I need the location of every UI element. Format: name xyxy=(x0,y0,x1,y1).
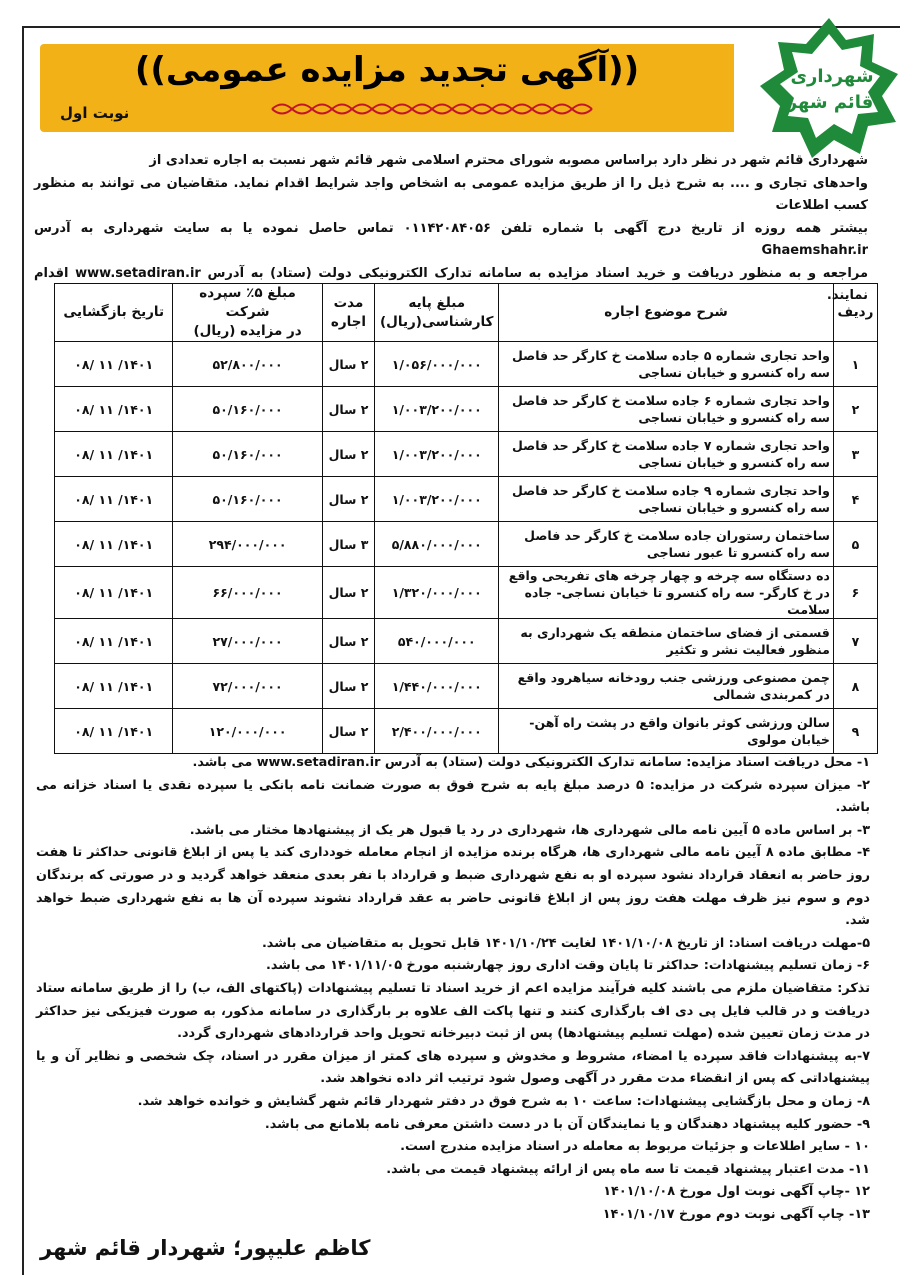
header-dep-line1: مبلغ ۵٪ سپرده شرکت xyxy=(199,285,296,320)
cell-row-number: ۷ xyxy=(833,619,877,664)
table-row xyxy=(55,664,878,709)
cell-description xyxy=(499,664,834,709)
description-line: قسمتی از فضای ساختمان منطقه یک شهرداری به xyxy=(520,625,830,640)
cell-description xyxy=(499,432,834,477)
cell-duration: ۲ سال xyxy=(322,664,375,709)
cell-base-price: ۱/۴۴۰/۰۰۰/۰۰۰ xyxy=(375,664,499,709)
table-row xyxy=(55,567,878,619)
condition-item: ۴- مطابق ماده ۸ آیین نامه مالی شهرداری ها، هرگاه برنده مزایده از انجام معامله خودداری کند یا پس از ابلاغ قانونی حداکثر تا هفت روز حاضر به انعقاد قرارداد نشود سپرده او به نفع شهرداری ضبط و قرارداد با نفر بعدی منعقد خواهد گردید و در صورتی که برندگان دوم و سوم نیز ظرف مهلت هفت روز پس از ابلاغ قانونی حاضر به عقد قرارداد نشوند سپرده آن ها به نفع شهرداری ضبط خواهد شد. xyxy=(36,845,870,929)
description-line: سه راه کنسرو و خیابان نساجی xyxy=(638,410,830,425)
condition-item: ۷-به پیشنهادات فاقد سپرده یا امضاء، مشروط و مخدوش و سپرده های کمتر از میزان مقرر در اسناد، چک شخصی و نظایر آن و یا پیشنهاداتی که پس از انقضاء مدت مقرر در آگهی وصول شود ترتیب اثر داده نخواهد شد. xyxy=(36,1048,870,1087)
cell-duration: ۲ سال xyxy=(322,342,375,387)
description-line: منظور فعالیت نشر و تکثیر xyxy=(666,642,830,657)
table-header-row xyxy=(55,284,878,342)
condition-item: ۲- میزان سپرده شرکت در مزایده: ۵ درصد مبلغ پایه به شرح فوق به صورت ضمانت نامه بانکی یا سپرده نقدی یا اسناد خزانه می باشد. xyxy=(36,777,870,816)
condition-item: ۱۱- مدت اعتبار پیشنهاد قیمت تا سه ماه پس از ارائه پیشنهاد قیمت می باشد. xyxy=(386,1161,870,1177)
cell-base-price: ۱/۰۰۳/۲۰۰/۰۰۰ xyxy=(375,432,499,477)
ornament-divider xyxy=(270,102,600,116)
cell-deposit: ۵۰/۱۶۰/۰۰۰ xyxy=(173,387,322,432)
cell-row-number: ۶ xyxy=(833,567,877,619)
condition-item: ۳- بر اساس ماده ۵ آیین نامه مالی شهرداری ها، شهرداری در رد یا قبول هر یک از پیشنهادها مختار می باشد. xyxy=(189,822,870,838)
cell-opening-date: ۱۴۰۱/ ۱۱ /۰۸ xyxy=(55,567,173,619)
description-line: سه راه کنسرو و خیابان نساجی xyxy=(638,455,830,470)
condition-item: ۱۳- چاپ آگهی نوبت دوم مورخ ۱۴۰۱/۱۰/۱۷ xyxy=(602,1206,870,1222)
table-row xyxy=(55,709,878,754)
cell-duration: ۲ سال xyxy=(322,477,375,522)
cell-opening-date: ۱۴۰۱/ ۱۱ /۰۸ xyxy=(55,619,173,664)
cell-duration: ۲ سال xyxy=(322,567,375,619)
condition-item: ۶- زمان تسلیم پیشنهادات: حداکثر تا پایان وقت اداری روز چهارشنبه مورخ ۱۴۰۱/۱۱/۰۵ می باشد. xyxy=(265,958,870,974)
cell-description xyxy=(499,567,834,619)
description-line: واحد تجاری شماره ۷ جاده سلامت خ کارگر حد فاصل xyxy=(511,438,830,453)
description-line: سه راه کنسرو و خیابان نساجی xyxy=(638,500,830,515)
description-line: چمن مصنوعی ورزشی جنب رودخانه سیاهرود واقع xyxy=(517,670,830,685)
table-row xyxy=(55,619,878,664)
cell-opening-date: ۱۴۰۱/ ۱۱ /۰۸ xyxy=(55,477,173,522)
cell-duration: ۲ سال xyxy=(322,619,375,664)
table-row xyxy=(55,432,878,477)
header-deposit xyxy=(173,284,322,342)
cell-row-number: ۹ xyxy=(833,709,877,754)
cell-deposit: ۲۹۴/۰۰۰/۰۰۰ xyxy=(173,522,322,567)
description-line: سه راه کنسرو و خیابان نساجی xyxy=(638,365,830,380)
page-title: ((آگهی تجدید مزایده عمومی)) xyxy=(134,50,640,90)
header-row-number: ردیف xyxy=(833,284,877,342)
description-line: ده دستگاه سه چرخه و چهار چرخه های تفریحی واقع xyxy=(508,568,830,583)
description-line: واحد تجاری شماره ۶ جاده سلامت خ کارگر حد فاصل xyxy=(511,393,830,408)
table-row xyxy=(55,477,878,522)
condition-item: ۱۰ - سایر اطلاعات و جزئیات مربوط به معامله در اسناد مزایده مندرج است. xyxy=(400,1139,870,1155)
cell-deposit: ۷۲/۰۰۰/۰۰۰ xyxy=(173,664,322,709)
cell-row-number: ۸ xyxy=(833,664,877,709)
description-line: سالن ورزشی کوثر بانوان واقع در پشت راه آهن- خیابان مولوی xyxy=(529,715,830,747)
cell-description xyxy=(499,619,834,664)
intro-line: مراجعه و به منظور دریافت و خرید اسناد مزایده به سامانه تدارک الکترونیکی دولت (ستاد) به آدرس www.setadiran.ir اقدام نمایند. xyxy=(34,265,868,303)
cell-duration: ۲ سال xyxy=(322,387,375,432)
cell-duration: ۲ سال xyxy=(322,432,375,477)
cell-deposit: ۵۰/۱۶۰/۰۰۰ xyxy=(173,432,322,477)
cell-row-number: ۴ xyxy=(833,477,877,522)
cell-opening-date: ۱۴۰۱/ ۱۱ /۰۸ xyxy=(55,342,173,387)
header-dep-line2: در مزایده (ریال) xyxy=(193,323,302,339)
description-line: در کمربندی شمالی xyxy=(712,687,830,702)
cell-description xyxy=(499,387,834,432)
cell-duration: ۳ سال xyxy=(322,522,375,567)
logo-text-line1: شهرداری xyxy=(790,66,874,87)
cell-base-price: ۱/۰۰۳/۲۰۰/۰۰۰ xyxy=(375,387,499,432)
condition-item: ۸- زمان و محل بازگشایی پیشنهادات: ساعت ۱۰ به شرح فوق در دفتر شهردار قائم شهر گشایش و خوانده خواهد شد. xyxy=(137,1093,870,1109)
header-dur-line2: اجاره xyxy=(330,313,367,330)
cell-opening-date: ۱۴۰۱/ ۱۱ /۰۸ xyxy=(55,522,173,567)
cell-description xyxy=(499,477,834,522)
cell-opening-date: ۱۴۰۱/ ۱۱ /۰۸ xyxy=(55,664,173,709)
cell-base-price: ۲/۴۰۰/۰۰۰/۰۰۰ xyxy=(375,709,499,754)
cell-base-price: ۱/۰۵۶/۰۰۰/۰۰۰ xyxy=(375,342,499,387)
logo-text-line2: قائم شهر xyxy=(786,92,874,113)
cell-deposit: ۱۲۰/۰۰۰/۰۰۰ xyxy=(173,709,322,754)
municipality-logo xyxy=(754,12,904,162)
cell-description xyxy=(499,709,834,754)
cell-description xyxy=(499,522,834,567)
table-row xyxy=(55,387,878,432)
description-line: واحد تجاری شماره ۵ جاده سلامت خ کارگر حد فاصل xyxy=(511,348,830,363)
description-line: در خ کارگر- سه راه کنسرو تا خیابان نساجی- جاده سلامت xyxy=(524,585,830,617)
cell-deposit: ۵۲/۸۰۰/۰۰۰ xyxy=(173,342,322,387)
cell-base-price: ۵/۸۸۰/۰۰۰/۰۰۰ xyxy=(375,522,499,567)
header-dur-line1: مدت xyxy=(333,294,364,311)
cell-deposit: ۵۰/۱۶۰/۰۰۰ xyxy=(173,477,322,522)
header-description: شرح موضوع اجاره xyxy=(499,284,834,342)
mayor-signature: کاظم علیپور؛ شهردار قائم شهر xyxy=(40,1236,371,1260)
cell-opening-date: ۱۴۰۱/ ۱۱ /۰۸ xyxy=(55,432,173,477)
title-banner xyxy=(40,44,734,132)
cell-base-price: ۵۴۰/۰۰۰/۰۰۰ xyxy=(375,619,499,664)
cell-row-number: ۱ xyxy=(833,342,877,387)
header-duration xyxy=(322,284,375,342)
cell-description xyxy=(499,342,834,387)
intro-line: واحدهای تجاری و .... به شرح ذیل را از طریق مزایده عمومی به اشخاص واجد شرایط اقدام نماید. متقاضیان می توانند به منظور کسب اطلاعات xyxy=(34,175,868,213)
cell-duration: ۲ سال xyxy=(322,709,375,754)
condition-item: ۵-مهلت دریافت اسناد: از تاریخ ۱۴۰۱/۱۰/۰۸ لغایت ۱۴۰۱/۱۰/۲۴ قابل تحویل به متقاضیان می باشد. xyxy=(261,935,870,951)
cell-deposit: ۶۶/۰۰۰/۰۰۰ xyxy=(173,567,322,619)
cell-base-price: ۱/۰۰۳/۲۰۰/۰۰۰ xyxy=(375,477,499,522)
table-row xyxy=(55,522,878,567)
description-line: ساختمان رستوران جاده سلامت خ کارگر حد فاصل xyxy=(524,528,830,543)
condition-item: ۱۲ -چاپ آگهی نوبت اول مورخ ۱۴۰۱/۱۰/۰۸ xyxy=(603,1184,870,1200)
cell-row-number: ۲ xyxy=(833,387,877,432)
cell-row-number: ۵ xyxy=(833,522,877,567)
cell-base-price: ۱/۳۲۰/۰۰۰/۰۰۰ xyxy=(375,567,499,619)
conditions-list xyxy=(36,752,870,1226)
intro-line: شهرداری قائم شهر در نظر دارد براساس مصوبه شورای محترم اسلامی شهر قائم شهر نسبت به اجاره تعدادی از xyxy=(149,153,868,168)
condition-item: تذکر: متقاضیان ملزم می باشند کلیه فرآیند مزایده اعم از خرید اسناد تا تسلیم پیشنهادات (پاکتهای الف، ب) را از طریق سامانه ستاد دریافت و در قالب فایل پی دی اف بارگذاری کنند و تنها پاکت الف علاوه بر بارگذاری در سامانه مذکور، به صورت فیزیکی نیز حداکثر در مدت زمان تعیین شده (مهلت تسلیم پیشنهادها) پس از ثبت دبیرخانه تحویل واحد قراردادهای شهرداری گردد. xyxy=(36,980,870,1042)
cell-opening-date: ۱۴۰۱/ ۱۱ /۰۸ xyxy=(55,387,173,432)
condition-item: ۱- محل دریافت اسناد مزایده: سامانه تدارک الکترونیکی دولت (ستاد) به آدرس www.setadiran.ir می باشد. xyxy=(192,755,870,770)
cell-row-number: ۳ xyxy=(833,432,877,477)
publication-turn: نوبت اول xyxy=(60,104,130,122)
description-line: واحد تجاری شماره ۹ جاده سلامت خ کارگر حد فاصل xyxy=(511,483,830,498)
intro-line: بیشتر همه روزه از تاریخ درج آگهی با شماره تلفن ۰۱۱۴۲۰۸۴۰۵۶ تماس حاصل نموده یا به سایت شهرداری به آدرس Ghaemshahr.ir xyxy=(34,220,868,258)
description-line: سه راه کنسرو تا عبور نساجی xyxy=(646,545,830,560)
header-base-line2: کارشناسی(ریال) xyxy=(380,313,494,330)
header-opening-date: تاریخ بازگشایی xyxy=(55,284,173,342)
cell-opening-date: ۱۴۰۱/ ۱۱ /۰۸ xyxy=(55,709,173,754)
auction-table xyxy=(54,283,878,754)
cell-deposit: ۲۷/۰۰۰/۰۰۰ xyxy=(173,619,322,664)
header-base-price xyxy=(375,284,499,342)
condition-item: ۹- حضور کلیه پیشنهاد دهندگان و یا نمایندگان آن با در دست داشتن معرفی نامه بلامانع می باشد. xyxy=(264,1116,870,1132)
table-row xyxy=(55,342,878,387)
header-base-line1: مبلغ پایه xyxy=(408,294,466,311)
